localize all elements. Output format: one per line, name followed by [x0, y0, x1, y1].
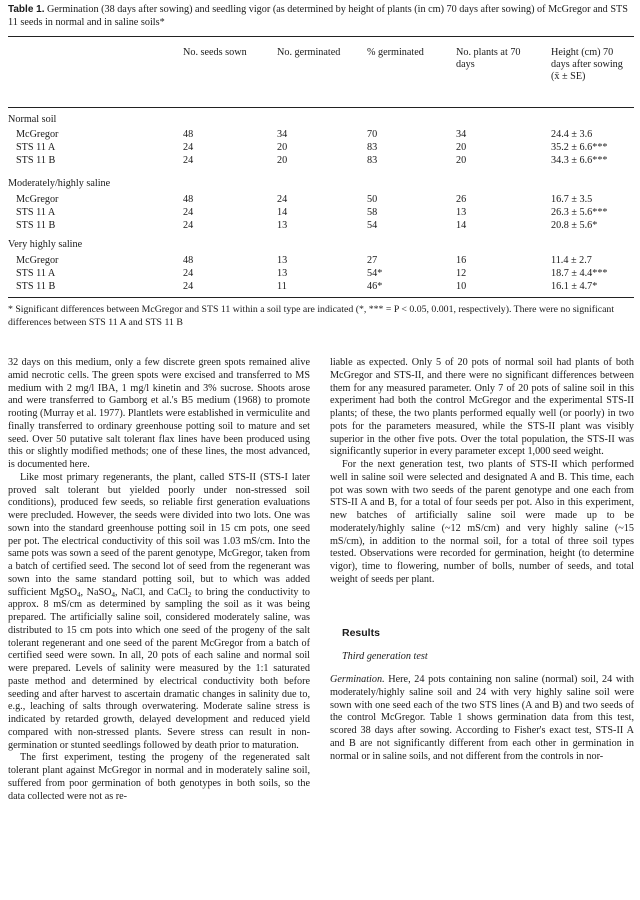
col-header-germinated: No. germinated: [277, 47, 341, 58]
cell-germinated: 20: [277, 142, 288, 153]
row-label: STS 11 A: [16, 207, 56, 218]
cell-height: 11.4 ± 2.7: [551, 255, 592, 266]
cell-pct-germinated: 27: [367, 255, 378, 266]
table-caption-label: Table 1.: [8, 4, 45, 15]
row-label: STS 11 B: [16, 155, 56, 166]
cell-germinated: 11: [277, 281, 287, 292]
cell-seeds-sown: 48: [183, 255, 194, 266]
paragraph: Like most primary regenerants, the plant, called STS-II (STS-I later proved salt tolerant but yielded poorly under non-stressed soil conditions), produced few seeds, so reliable first generation evaluations were precluded. However, the seeds were divided into two lots. One was sown into the standard greenhouse potting soil in 15 cm pots, one seed per pot. The electrical conductivity of this soil was 1.03 mS/cm. Into the same pots was sown a seed of the parent genotype, McGregor, taken from a batch of certified seed. The second lot of seed from the regenerant was sown into the same standard potting soil, but to which was added sufficient MgSO$_4$, NaSO$_4$, NaCl, and CaCl$_2$ to bring the conductivity to approx. 8 mS/cm as determined by sampling the soil as it was being prepared. The artificially saline soil, considered moderately saline, was distributed to 15 cm pots into which one seed of the progeny of the salt tolerant regenerant and one seed of the parent McGregor from a batch of certified seed were sown. In all, 20 pots of each saline and normal soil were prepared. Levels of salinity were measured by the 1:1 saturated paste method and determined by electrical conductivity both before seeding and after harvest to ascertain dramatic changes in salinity due to, e.g., leaching of salts through overwatering. Moderate saline stress is indicated by retarded growth, delayed development and reduced yield compared with non-stressed plants. Severe stress can result in non-germination or stunted seedlings followed by death prior to maturation.: [8, 471, 311, 751]
cell-plants-70: 10: [456, 281, 467, 292]
cell-plants-70: 20: [456, 155, 467, 166]
cell-height: 18.7 ± 4.4***: [551, 268, 608, 279]
table-header-rule: [8, 107, 634, 108]
row-label: STS 11 B: [16, 281, 56, 292]
cell-germinated: 34: [277, 129, 288, 140]
row-label: McGregor: [16, 255, 59, 266]
row-label: STS 11 B: [16, 220, 56, 231]
cell-height: 26.3 ± 5.6***: [551, 207, 608, 218]
cell-height: 34.3 ± 6.6***: [551, 155, 608, 166]
cell-pct-germinated: 50: [367, 194, 378, 205]
cell-pct-germinated: 58: [367, 207, 378, 218]
cell-seeds-sown: 24: [183, 268, 194, 279]
table-top-rule: [8, 36, 634, 37]
row-label: STS 11 A: [16, 268, 56, 279]
cell-plants-70: 14: [456, 220, 467, 231]
cell-pct-germinated: 70: [367, 129, 378, 140]
col-header-plants-70: No. plants at 70 days: [456, 47, 521, 70]
paragraph: For the next generation test, two plants of STS-II which performed well in saline soil were selected and designated A and B. This time, each pot was sown with two seeds of the parent genotype and one each from STS-II A and B, for a total of four seeds per pot. Also in this experiment, new batches of artificially saline soil were made up to be moderately/highly saline (~12 mS/cm) and very highly saline (~15 mS/cm), in addition to the normal soil, for a total of three soil types tested. Observations were recorded for germination, height (to determine vigor), time to flowering, number of bolls, number of seeds, and total weight of seeds per plant.: [330, 459, 634, 585]
cell-pct-germinated: 83: [367, 142, 378, 153]
col-header-height: Height (cm) 70 days after sowing (x̄ ± SE): [551, 47, 623, 82]
col-header-seeds-sown: No. seeds sown: [183, 47, 247, 58]
cell-seeds-sown: 48: [183, 129, 194, 140]
cell-germinated: 14: [277, 207, 288, 218]
paragraph: Germination. Here, 24 pots containing non saline (normal) soil, 24 with moderately/highly saline soil and 24 with very highly saline soil were sown with one seed each of the two STS lines (A and B) and two seeds of the control McGregor. Table 1 shows germination data from this test, scored 38 days after sowing. According to Fisher's exact test, STS-II A and B are not significantly different from each other in germination in normal or in saline soils, and not different from the controls in nor-: [330, 674, 634, 762]
cell-plants-70: 13: [456, 207, 467, 218]
left-text-column: [8, 357, 310, 803]
table-footnote: * Significant differences between McGregor and STS 11 within a soil type are indicated (*, *** = P < 0.05, 0.001, respectively). There were no significant differences between STS 11 A and STS 11 B: [8, 304, 615, 328]
cell-germinated: 20: [277, 155, 288, 166]
paragraph: 32 days on this medium, only a few discrete green spots remained alive amid necrotic cells. The green spots were excised and transferred to MS medium with 2 mg/l IBA, 1 mg/l kinetin and 3% sucrose. Shoots arose and were transferred to Gamborg et al.'s B5 medium (1968) to promote rooting (Murray et al. 1977). Plantlets were established in vermiculite and finally transferred to ordinary greenhouse potting soil to mature and set seed. Over 50 putative salt tolerant flax lines have been produced using this or slightly modified methods; one of these lines, the most advanced, is documented here.: [8, 357, 310, 470]
right-text-column: [330, 357, 634, 763]
cell-height: 16.7 ± 3.5: [551, 194, 593, 205]
row-label: STS 11 A: [16, 142, 56, 153]
cell-seeds-sown: 24: [183, 155, 194, 166]
cell-germinated: 24: [277, 194, 288, 205]
cell-pct-germinated: 54: [367, 220, 378, 231]
paragraph: The first experiment, testing the progeny of the regenerated salt tolerant plant against McGregor in normal and in moderately saline soil, suffered from poor germination of both genotypes in both soils, so the data collected were not as re-: [8, 752, 310, 802]
table-bottom-rule: [8, 297, 634, 298]
cell-height: 35.2 ± 6.6***: [551, 142, 608, 153]
subsection-heading: Third generation test: [342, 651, 428, 663]
paragraph: liable as expected. Only 5 of 20 pots of normal soil had plants of both McGregor and STS-II, and there were no significant differences between them for any measured parameter. Only 7 of 20 pots of saline soil in this experiment had both the control McGregor and the experimental STS-II plants; of these, the two plants performed equally well (or poorly) in two pots for the parameters measured, while the STS-II plant was visibly superior in the other five pots. Over the total population, the STS-II was significantly superior in every parameter except 1,000 seed weight.: [330, 357, 634, 458]
cell-germinated: 13: [277, 255, 288, 266]
cell-seeds-sown: 24: [183, 220, 194, 231]
cell-plants-70: 16: [456, 255, 467, 266]
cell-pct-germinated: 83: [367, 155, 378, 166]
cell-plants-70: 12: [456, 268, 467, 279]
group-label-normal-soil: Normal soil: [8, 114, 57, 125]
cell-plants-70: 20: [456, 142, 467, 153]
group-label-moderately-saline: Moderately/highly saline: [8, 178, 111, 189]
group-label-very-highly-saline: Very highly saline: [8, 239, 83, 250]
cell-germinated: 13: [277, 220, 288, 231]
cell-pct-germinated: 46*: [367, 281, 383, 292]
cell-plants-70: 34: [456, 129, 467, 140]
col-header-pct-germinated: % germinated: [367, 47, 424, 58]
table-caption: [8, 3, 634, 29]
cell-height: 16.1 ± 4.7*: [551, 281, 598, 292]
cell-height: 20.8 ± 5.6*: [551, 220, 598, 231]
row-label: McGregor: [16, 194, 59, 205]
cell-seeds-sown: 24: [183, 207, 194, 218]
cell-plants-70: 26: [456, 194, 467, 205]
cell-pct-germinated: 54*: [367, 268, 383, 279]
table-caption-text: Germination (38 days after sowing) and seedling vigor (as determined by height of plants (in cm) 70 days after sowing) of McGregor and STS 11 seeds in normal and in saline soils*: [8, 4, 628, 28]
cell-height: 24.4 ± 3.6: [551, 129, 593, 140]
cell-seeds-sown: 48: [183, 194, 194, 205]
cell-seeds-sown: 24: [183, 281, 194, 292]
cell-seeds-sown: 24: [183, 142, 194, 153]
section-heading-results: Results: [342, 626, 380, 639]
cell-germinated: 13: [277, 268, 288, 279]
row-label: McGregor: [16, 129, 59, 140]
